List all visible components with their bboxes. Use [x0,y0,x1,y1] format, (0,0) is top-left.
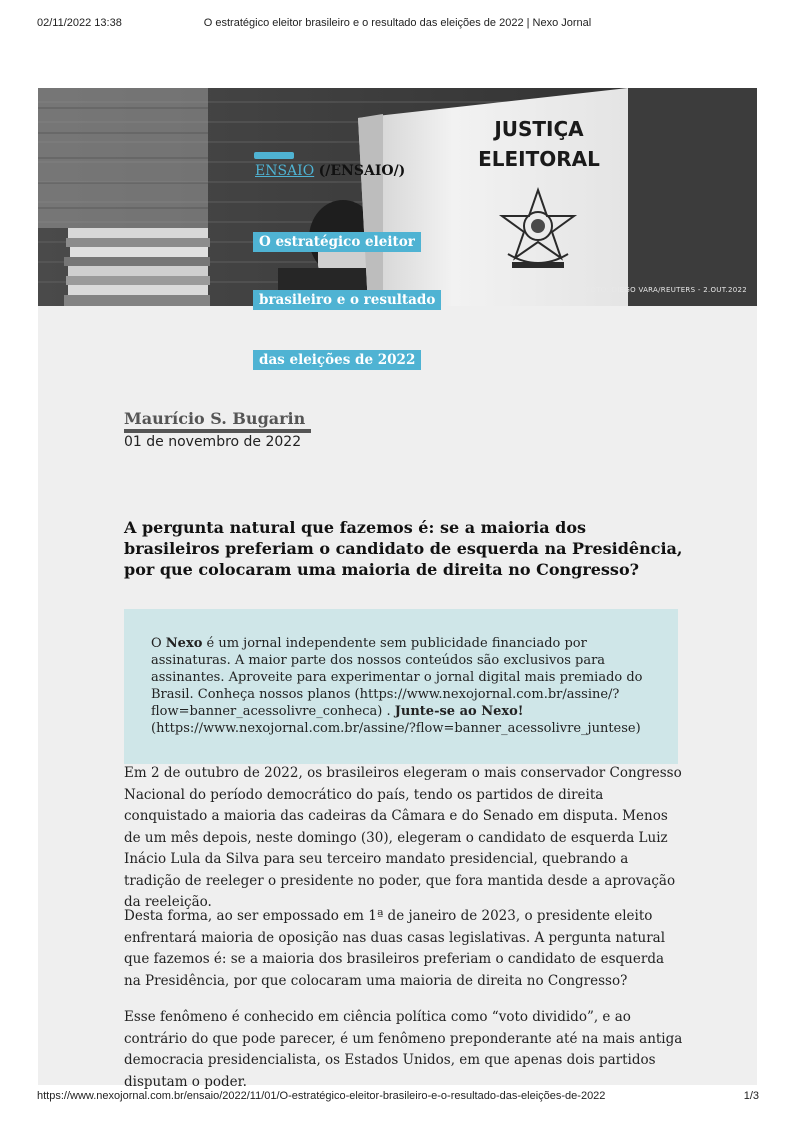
headline-line-1: O estratégico eleitor [253,232,421,252]
body-paragraph: Em 2 de outubro de 2022, os brasileiros elegeram o mais conservador Congresso Nacional do período democrático do país, tendo os partidos de direita conquistado a maioria das cadeiras da Câmara e do Senado em disputa. Menos de um mês depois, neste domingo (30), elegeram o candidato de esquerda Luiz Inácio Lula da Silva para seu terceiro mandato presidencial, quebrando a tradição de reeleger o presidente no poder, que fora mantida desde a aprovação da reeleição. [124,765,682,910]
banner-cta-url[interactable]: (https://www.nexojornal.com.br/assine/?flow=banner_acessolivre_juntese) [151,721,641,736]
section-link[interactable]: ENSAIO [255,163,315,179]
banner-brand: Nexo [165,636,203,651]
headline-line-3: das eleições de 2022 [253,350,421,370]
stacked-books [64,228,210,306]
print-page-title: O estratégico eleitor brasileiro e o resultado das eleições de 2022 | Nexo Jornal [203,17,592,29]
subscription-banner [124,609,678,764]
body-paragraph: Desta forma, ao ser empossado em 1ª de janeiro de 2023, o presidente eleito enfrentará maioria de oposição nas duas casas legislativas. A pergunta natural que fazemos é: se a maioria dos brasileiros preferiam o candidato de esquerda na Presidência, por que colocaram uma maioria de direita no Congresso? [124,908,666,989]
publication-date: 01 de novembro de 2022 [124,434,302,450]
photo-credit: FOTO: DIEGO VARA/REUTERS - 2.OUT.2022 [586,286,747,294]
section-accent-bar [254,152,294,159]
print-url: https://www.nexojornal.com.br/ensaio/2022/11/01/O-estratégico-eleitor-brasileiro-e-o-resultado-das-eleições-de-2022 [37,1090,606,1102]
booth-sign-line1: JUSTIÇA [494,117,584,141]
author-name[interactable]: Maurício S. Bugarin [124,409,311,433]
body-paragraph: Esse fenômeno é conhecido em ciência política como “voto dividido”, e ao contrário do que pode parecer, é um fenômeno preponderante até na mais antiga democracia presidencialista, os Estados Unidos, em que apenas dois partidos disputam o poder. [124,1009,683,1090]
hero-illustration [38,88,757,306]
banner-text [151,635,651,737]
section-label [255,163,405,179]
banner-body[interactable]: é um jornal independente sem publicidade financiado por assinaturas. A maior parte dos nossos conteúdos são exclusivos para assinantes. Aproveite para experimentar o jornal digital mais premiado do Brasil. Conheça nossos planos (https://www.nexojornal.com.br/assine/?flow=banner_acessolivre_conheca) . [151,636,643,719]
page-number: 1/3 [743,1090,759,1102]
headline-line-2: brasileiro e o resultado [253,290,441,310]
article-lead: A pergunta natural que fazemos é: se a maioria dos brasileiros preferiam o candidato de esquerda na Presidência, por que colocaram uma maioria de direita no Congresso? [124,518,683,579]
booth-sign-line2: ELEITORAL [478,147,600,171]
print-datetime: 02/11/2022 13:38 [37,17,122,29]
banner-cta[interactable]: Junte-se ao Nexo! [394,704,524,719]
banner-prefix: O [151,636,166,651]
hero-photo [38,88,757,306]
section-url: (/ENSAIO/) [318,163,406,179]
